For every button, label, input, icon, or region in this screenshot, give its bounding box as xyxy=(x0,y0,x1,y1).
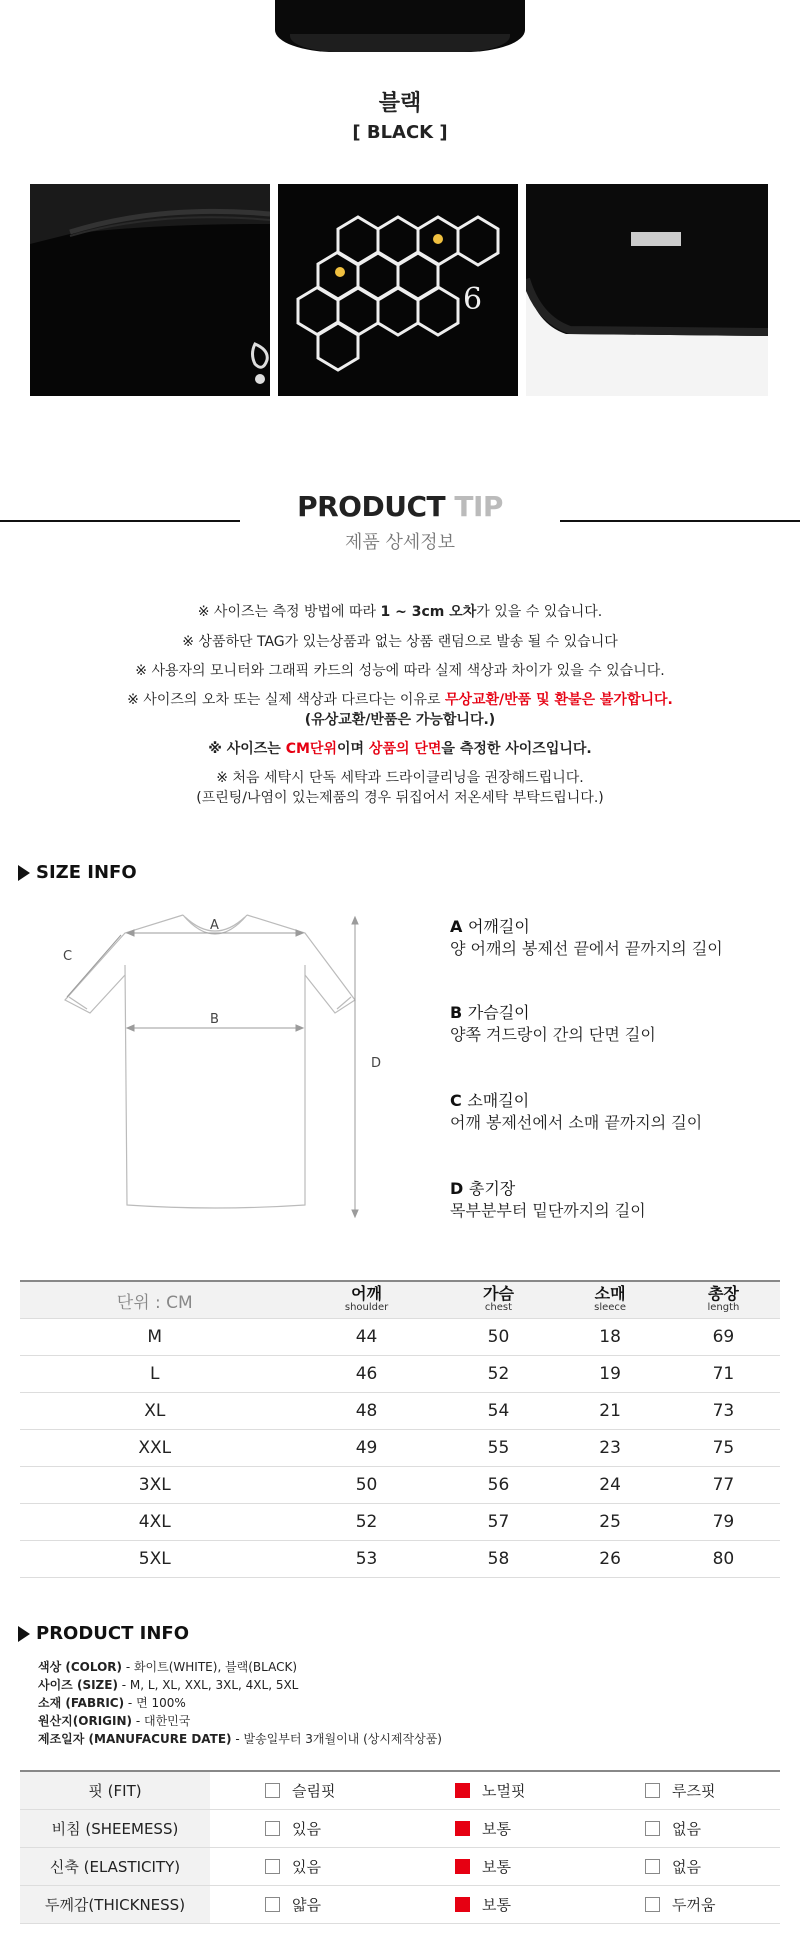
notice-5-text-mid: 이며 xyxy=(336,741,369,757)
dim-b-name: 가슴길이 xyxy=(467,1003,530,1022)
table-row xyxy=(20,1467,780,1504)
table-cell: 79 xyxy=(667,1504,780,1541)
option-label: 보통 xyxy=(482,1896,511,1914)
info-fabric xyxy=(38,1694,186,1711)
notice-5-text-end: 을 측정한 사이즈입니다. xyxy=(441,741,592,757)
option-label: 슬림핏 xyxy=(292,1782,336,1800)
table-cell: 52 xyxy=(290,1504,444,1541)
fit-option xyxy=(210,1848,400,1886)
product-info-heading xyxy=(18,1623,189,1644)
table-cell: 73 xyxy=(667,1393,780,1430)
color-name-ko: 블랙 xyxy=(378,91,422,116)
option-label: 노멀핏 xyxy=(482,1782,526,1800)
option-label: 없음 xyxy=(672,1820,701,1838)
diagram-label-a: A xyxy=(210,918,219,933)
info-label: 색상 (COLOR) xyxy=(38,1660,122,1674)
table-cell: 57 xyxy=(444,1504,554,1541)
notice-4-red: 무상교환/반품 및 환불은 불가합니다. xyxy=(444,692,673,708)
head-en: chest xyxy=(484,1302,513,1313)
dim-a-letter: A xyxy=(450,917,463,936)
head-ko: 가슴 xyxy=(483,1284,514,1303)
size-label: 4XL xyxy=(20,1504,290,1541)
option-label: 보통 xyxy=(482,1858,511,1876)
table-cell: 19 xyxy=(553,1356,666,1393)
detail-photo-collar xyxy=(30,184,270,396)
notice-5-text: ※ 사이즈는 xyxy=(208,741,286,757)
fit-label: 두께감(THICKNESS) xyxy=(20,1886,210,1924)
fit-table xyxy=(20,1770,780,1924)
size-table-head-chest xyxy=(444,1281,554,1319)
table-cell: 71 xyxy=(667,1356,780,1393)
svg-text:6: 6 xyxy=(463,282,483,317)
detail-photo-hem-tag xyxy=(526,184,768,396)
table-cell: 69 xyxy=(667,1319,780,1356)
triangle-bullet-icon xyxy=(18,1626,30,1642)
fit-option xyxy=(210,1810,400,1848)
size-table-unit: 단위 : CM xyxy=(20,1281,290,1319)
table-cell: 23 xyxy=(553,1430,666,1467)
fit-label: 핏 (FIT) xyxy=(20,1771,210,1810)
notice-5 xyxy=(0,739,800,759)
size-label: XL xyxy=(20,1393,290,1430)
info-value: - 대한민국 xyxy=(132,1714,191,1728)
head-en: sleece xyxy=(594,1302,627,1313)
checkbox-icon xyxy=(645,1897,660,1912)
notice-1 xyxy=(0,602,800,622)
table-cell: 54 xyxy=(444,1393,554,1430)
shirt-hem-shadow xyxy=(290,34,510,52)
fit-option xyxy=(590,1810,780,1848)
dim-d-title xyxy=(450,1176,515,1199)
diagram-label-c: C xyxy=(63,949,73,964)
option-label: 얇음 xyxy=(292,1896,321,1914)
info-value: - 발송일부터 3개월이내 (상시제작상품) xyxy=(231,1732,442,1746)
dim-b-title xyxy=(450,1000,530,1023)
notice-2: ※ 상품하단 TAG가 있는상품과 없는 상품 랜덤으로 발송 될 수 있습니다 xyxy=(182,634,618,650)
notice-1-bold: 1 ~ 3cm 오차 xyxy=(380,604,477,620)
notice-6-line1: ※ 처음 세탁시 단독 세탁과 드라이클리닝을 권장해드립니다. xyxy=(216,770,584,786)
option-label: 있음 xyxy=(292,1858,321,1876)
table-cell: 53 xyxy=(290,1541,444,1578)
diagram-label-d: D xyxy=(371,1056,382,1071)
notice-4-line2: (유상교환/반품은 가능합니다.) xyxy=(304,712,496,728)
size-info-title: SIZE INFO xyxy=(36,862,137,883)
option-label: 있음 xyxy=(292,1820,321,1838)
tip-subtitle: 제품 상세정보 xyxy=(344,532,456,553)
size-info-heading xyxy=(18,862,137,883)
fit-option xyxy=(590,1848,780,1886)
checkbox-icon xyxy=(645,1821,660,1836)
fit-option xyxy=(210,1886,400,1924)
option-label: 없음 xyxy=(672,1858,701,1876)
fit-option xyxy=(400,1810,590,1848)
table-row xyxy=(20,1356,780,1393)
head-en: length xyxy=(707,1302,740,1313)
fit-row-sheerness xyxy=(20,1810,780,1848)
dim-c-letter: C xyxy=(450,1091,462,1110)
fit-option xyxy=(590,1886,780,1924)
dim-b-desc: 양쪽 겨드랑이 간의 단면 길이 xyxy=(450,1025,656,1044)
table-cell: 80 xyxy=(667,1541,780,1578)
table-cell: 50 xyxy=(444,1319,554,1356)
fit-row-thickness xyxy=(20,1886,780,1924)
triangle-bullet-icon xyxy=(18,865,30,881)
checkbox-icon xyxy=(455,1783,470,1798)
notice-5-red-section: 상품의 단면 xyxy=(368,741,442,757)
table-cell: 77 xyxy=(667,1467,780,1504)
notice-1-text: ※ 사이즈는 측정 방법에 따라 xyxy=(197,604,381,620)
table-cell: 44 xyxy=(290,1319,444,1356)
size-label: L xyxy=(20,1356,290,1393)
detail-photo-print xyxy=(278,184,518,396)
tip-title xyxy=(0,490,800,523)
notice-6-line2: (프린팅/나염이 있는제품의 경우 뒤집어서 저온세탁 부탁드립니다.) xyxy=(196,790,604,806)
info-value: - 면 100% xyxy=(124,1696,186,1710)
dim-c-title xyxy=(450,1088,529,1111)
checkbox-icon xyxy=(265,1783,280,1798)
fit-option xyxy=(210,1771,400,1810)
head-en: shoulder xyxy=(344,1302,389,1313)
table-cell: 52 xyxy=(444,1356,554,1393)
checkbox-icon xyxy=(265,1859,280,1874)
dim-d-name: 총기장 xyxy=(468,1179,516,1198)
notice-3: ※ 사용자의 모니터와 그래픽 카드의 성능에 따라 실제 색상과 차이가 있을 수 있습니다. xyxy=(135,663,665,679)
fit-option xyxy=(400,1848,590,1886)
head-ko: 총장 xyxy=(707,1284,739,1303)
checkbox-icon xyxy=(645,1783,660,1798)
tip-title-main: PRODUCT xyxy=(297,490,455,523)
checkbox-icon xyxy=(265,1897,280,1912)
checkbox-icon xyxy=(455,1897,470,1912)
size-table-header xyxy=(20,1281,780,1319)
table-row xyxy=(20,1319,780,1356)
info-label: 소재 (FABRIC) xyxy=(38,1696,125,1710)
info-label: 사이즈 (SIZE) xyxy=(38,1678,118,1692)
table-cell: 56 xyxy=(444,1467,554,1504)
table-cell: 18 xyxy=(553,1319,666,1356)
size-table xyxy=(20,1280,780,1578)
dim-a-name: 어깨길이 xyxy=(467,917,530,936)
fit-row-elasticity xyxy=(20,1848,780,1886)
diagram-label-b: B xyxy=(210,1012,219,1027)
table-row xyxy=(20,1430,780,1467)
info-origin xyxy=(38,1712,190,1729)
table-cell: 21 xyxy=(553,1393,666,1430)
table-cell: 49 xyxy=(290,1430,444,1467)
table-row xyxy=(20,1541,780,1578)
dim-a-desc: 양 어깨의 봉제선 끝에서 끝까지의 길이 xyxy=(450,939,723,958)
color-name-en: [ BLACK ] xyxy=(352,122,448,143)
checkbox-icon xyxy=(645,1859,660,1874)
notice-1-text-end: 가 있을 수 있습니다. xyxy=(476,604,603,620)
info-label: 제조일자 (MANUFACURE DATE) xyxy=(38,1732,232,1746)
dim-d-letter: D xyxy=(450,1179,464,1198)
product-info-title: PRODUCT INFO xyxy=(36,1623,190,1644)
option-label: 보통 xyxy=(482,1820,511,1838)
table-cell: 48 xyxy=(290,1393,444,1430)
option-label: 두꺼움 xyxy=(672,1896,716,1914)
table-cell: 55 xyxy=(444,1430,554,1467)
info-value: - 화이트(WHITE), 블랙(BLACK) xyxy=(122,1660,298,1674)
size-label: 3XL xyxy=(20,1467,290,1504)
size-label: M xyxy=(20,1319,290,1356)
dim-d-desc: 목부분부터 밑단까지의 길이 xyxy=(450,1201,646,1220)
fit-label: 신축 (ELASTICITY) xyxy=(20,1848,210,1886)
notice-5-red-unit: CM단위 xyxy=(285,741,337,757)
info-size xyxy=(38,1676,298,1693)
fit-option xyxy=(400,1771,590,1810)
dim-b-letter: B xyxy=(450,1003,463,1022)
info-label: 원산지(ORIGIN) xyxy=(38,1714,133,1728)
checkbox-icon xyxy=(265,1821,280,1836)
info-color xyxy=(38,1658,297,1675)
size-table-head-sleeve xyxy=(553,1281,666,1319)
size-table-head-shoulder xyxy=(290,1281,444,1319)
table-row xyxy=(20,1393,780,1430)
tip-title-accent: TIP xyxy=(454,490,503,523)
option-label: 루즈핏 xyxy=(672,1782,716,1800)
dim-a-title xyxy=(450,914,530,937)
table-cell: 75 xyxy=(667,1430,780,1467)
info-manufacture-date xyxy=(38,1730,442,1747)
checkbox-icon xyxy=(455,1821,470,1836)
dim-c-desc: 어깨 봉제선에서 소매 끝까지의 길이 xyxy=(450,1113,703,1132)
fit-option xyxy=(590,1771,780,1810)
table-cell: 26 xyxy=(553,1541,666,1578)
head-ko: 소매 xyxy=(594,1284,626,1303)
table-cell: 58 xyxy=(444,1541,554,1578)
dim-c-name: 소매길이 xyxy=(467,1091,530,1110)
size-label: 5XL xyxy=(20,1541,290,1578)
size-label: XXL xyxy=(20,1430,290,1467)
fit-row-fit xyxy=(20,1771,780,1810)
head-ko: 어깨 xyxy=(351,1284,383,1303)
shirt-size-diagram xyxy=(55,905,385,1225)
table-cell: 24 xyxy=(553,1467,666,1504)
checkbox-icon xyxy=(455,1859,470,1874)
fit-option xyxy=(400,1886,590,1924)
info-value: - M, L, XL, XXL, 3XL, 4XL, 5XL xyxy=(117,1678,299,1692)
table-cell: 25 xyxy=(553,1504,666,1541)
size-table-head-length xyxy=(667,1281,780,1319)
notice-4-text: ※ 사이즈의 오차 또는 실제 색상과 다르다는 이유로 xyxy=(127,692,445,708)
table-cell: 50 xyxy=(290,1467,444,1504)
table-row xyxy=(20,1504,780,1541)
notice-4 xyxy=(0,690,800,710)
table-cell: 46 xyxy=(290,1356,444,1393)
fit-label: 비침 (SHEEMESS) xyxy=(20,1810,210,1848)
